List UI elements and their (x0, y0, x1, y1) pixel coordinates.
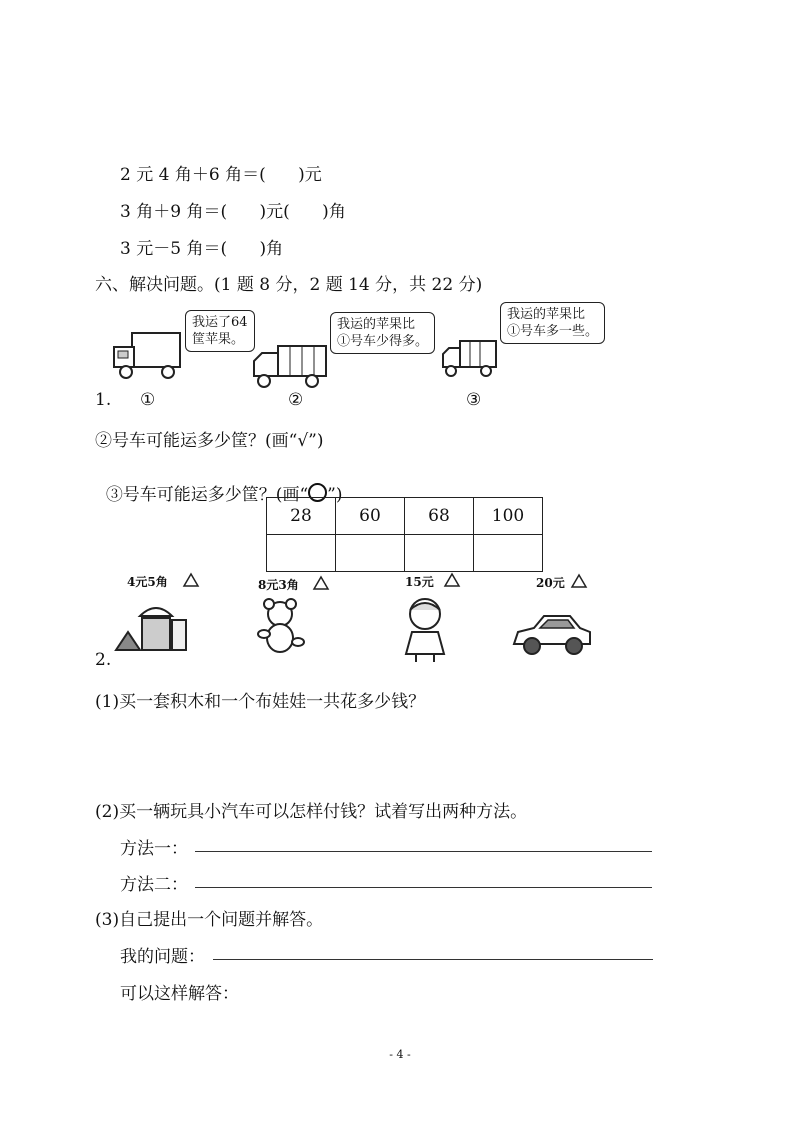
my-question-label: 我的问题： (120, 947, 205, 967)
question-1-number: 1. (95, 390, 112, 410)
equation-1: 2 元 4 角＋6 角＝( )元 (120, 165, 322, 185)
subquestion-3: (3)自己提出一个问题并解答。 (95, 910, 324, 930)
speech-bubble-3: 我运的苹果比 ①号车多一些。 (500, 302, 605, 344)
truck-1-icon (110, 330, 185, 385)
speech-bubble-1: 我运了64 筐苹果。 (185, 310, 255, 352)
method-1-answer-line[interactable] (195, 851, 652, 852)
doll-icon (398, 596, 452, 664)
price-tag-doll: 15元 (405, 575, 434, 589)
truck-2-icon (250, 343, 330, 391)
truck-label-2: ② (288, 390, 304, 410)
method-2-answer-line[interactable] (195, 887, 652, 888)
question-2-number: 2. (95, 650, 112, 670)
option-cell: 60 (336, 498, 405, 535)
answer-cell[interactable] (474, 535, 543, 572)
tag-triangle-icon (312, 575, 330, 591)
page-number: - 4 - (389, 1048, 411, 1061)
question-truck-3-suffix: ”) (327, 485, 343, 505)
price-tag-blocks: 4元5角 (127, 575, 168, 589)
teddy-bear-icon (252, 598, 310, 658)
tag-triangle-icon (570, 573, 588, 589)
building-blocks-icon (112, 596, 192, 654)
method-1-label: 方法一： (120, 839, 188, 859)
option-cell: 28 (267, 498, 336, 535)
price-tag-car: 20元 (536, 576, 565, 590)
my-question-answer-line[interactable] (213, 959, 653, 960)
subquestion-1: (1)买一套积木和一个布娃娃一共花多少钱？ (95, 692, 426, 712)
equation-2: 3 角＋9 角＝( )元( )角 (120, 202, 346, 222)
truck-label-1: ① (140, 390, 156, 410)
tag-triangle-icon (182, 572, 200, 588)
option-cell: 100 (474, 498, 543, 535)
truck-label-3: ③ (466, 390, 482, 410)
equation-3: 3 元－5 角＝( )角 (120, 239, 284, 259)
answer-cell[interactable] (405, 535, 474, 572)
option-cell: 68 (405, 498, 474, 535)
answer-cell[interactable] (267, 535, 336, 572)
answer-way-label: 可以这样解答： (120, 984, 239, 1004)
truck-3-icon (440, 338, 500, 380)
toy-car-icon (510, 610, 594, 660)
question-truck-2: ②号车可能运多少筐？(画“√”) (95, 431, 324, 451)
method-2-label: 方法二： (120, 875, 188, 895)
speech-bubble-2: 我运的苹果比 ①号车少得多。 (330, 312, 435, 354)
question-truck-3-prefix: ③号车可能运多少筐？(画“ (105, 485, 309, 505)
price-tag-bear: 8元3角 (258, 578, 299, 592)
subquestion-2: (2)买一辆玩具小汽车可以怎样付钱？试着写出两种方法。 (95, 802, 528, 822)
tag-triangle-icon (443, 572, 461, 588)
options-table (266, 497, 543, 572)
section-heading: 六、解决问题。(1 题 8 分，2 题 14 分，共 22 分) (95, 275, 483, 295)
answer-cell[interactable] (336, 535, 405, 572)
